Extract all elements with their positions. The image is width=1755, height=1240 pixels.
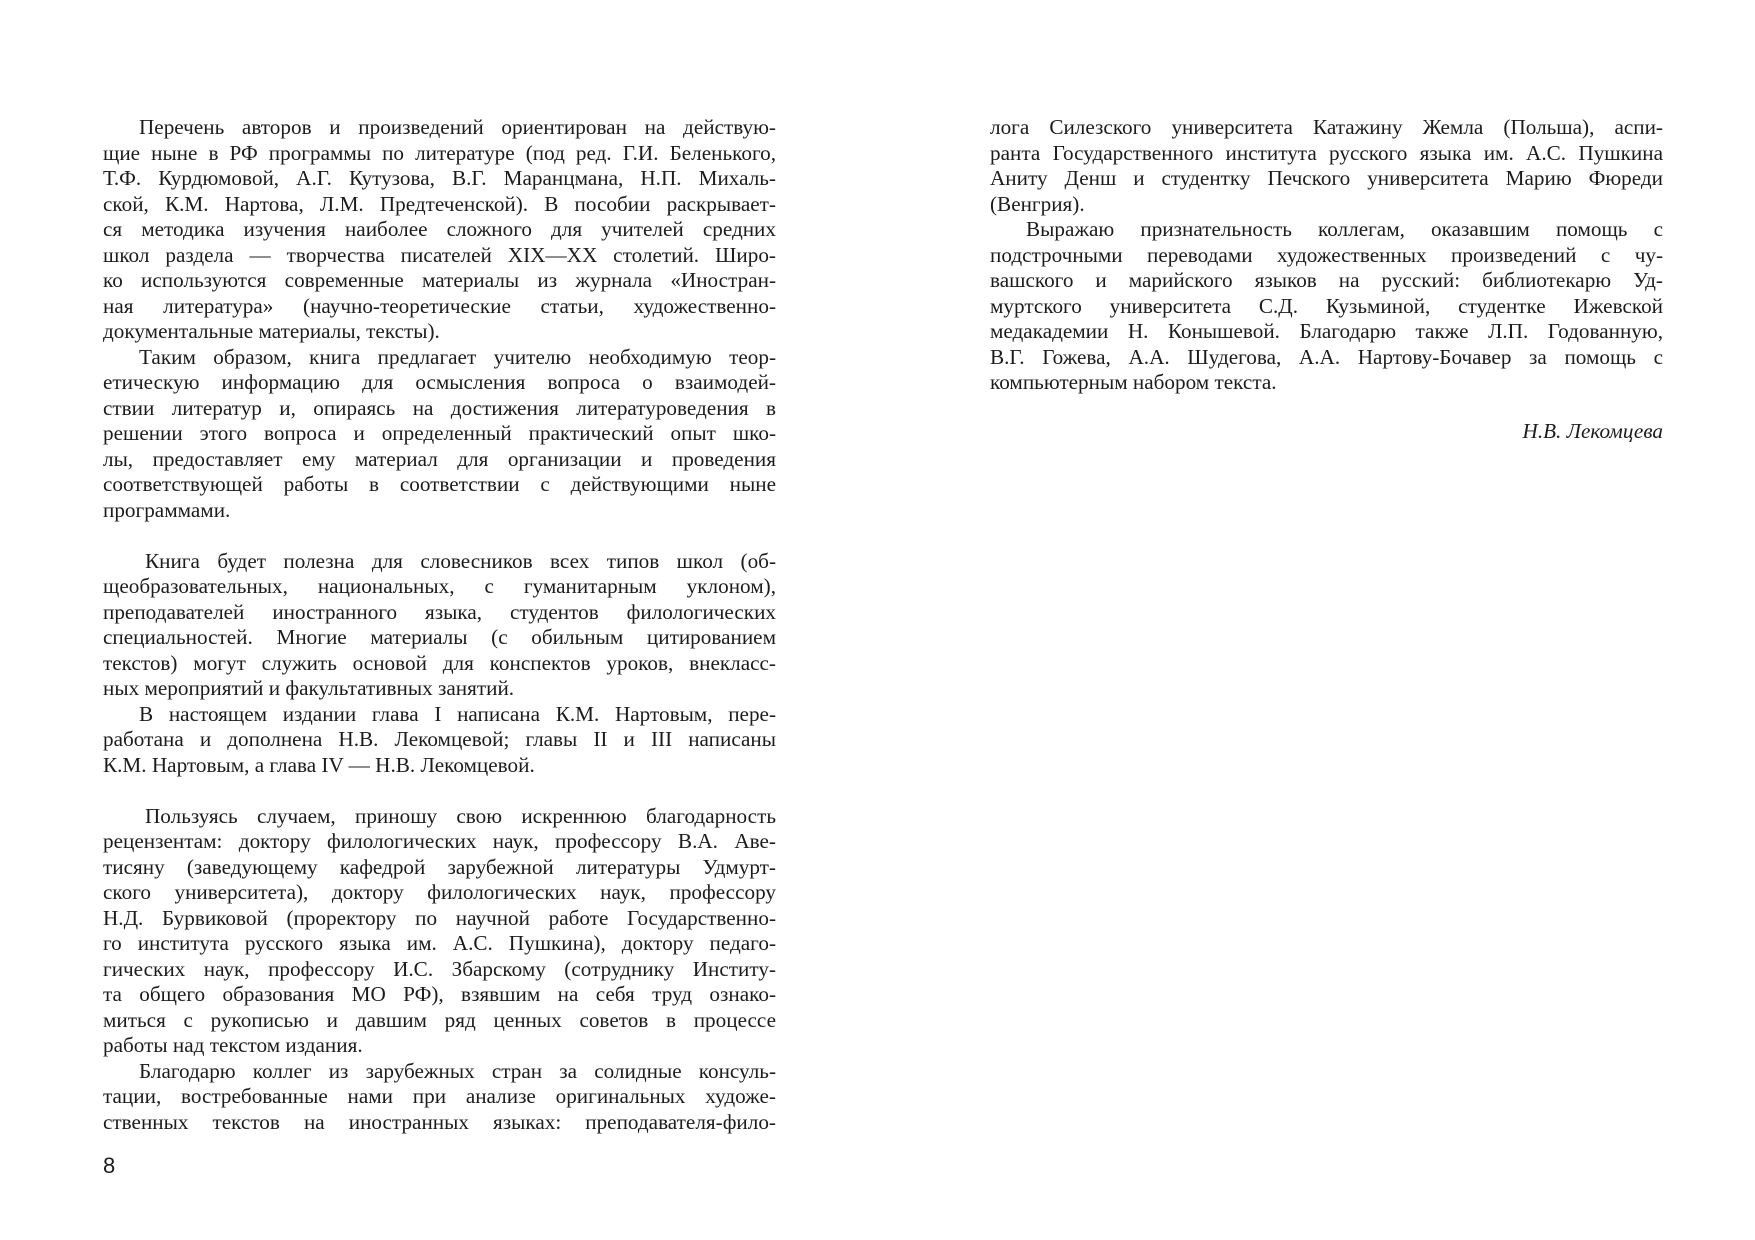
paragraph-reviewers bbox=[103, 804, 776, 1059]
text-line: щеобразовательных, национальных, с гуманитарным уклоном), bbox=[103, 574, 776, 598]
text-line: работана и дополнена Н.В. Лекомцевой; главы II и III написаны bbox=[103, 727, 776, 751]
text-line: муртского университета С.Д. Кузьминой, студентке Ижевской bbox=[990, 293, 1663, 318]
left-column bbox=[103, 115, 776, 1135]
text-line: ко используются современные материалы из журнала «Иностран- bbox=[103, 268, 776, 292]
text-line: работы над текстом издания. bbox=[103, 1033, 363, 1057]
text-line: Книга будет полезна для словесников всех типов школ (об- bbox=[145, 548, 776, 573]
text-line: В настоящем издании глава I написана К.М. Нартовым, пере- bbox=[139, 701, 776, 726]
author-signature: Н.В. Лекомцева bbox=[1522, 419, 1663, 443]
text-line: Выражаю признательность коллегам, оказавшим помощь с bbox=[1026, 217, 1663, 241]
text-line: ского университета), доктору филологических наук, профессору bbox=[103, 880, 776, 904]
text-line: рецензентам: доктору филологических наук, профессору В.А. Аве- bbox=[103, 829, 776, 853]
text-line: (Венгрия). bbox=[990, 191, 1085, 216]
text-line: К.М. Нартовым, а глава IV — Н.В. Лекомцевой. bbox=[103, 752, 535, 777]
text-line: медакадемии Н. Конышевой. Благодарю также Л.П. Годованную, bbox=[990, 319, 1663, 343]
paragraph-gap bbox=[103, 778, 776, 804]
right-column bbox=[990, 115, 1663, 396]
text-line: ных мероприятий и факультативных занятий. bbox=[103, 676, 515, 700]
text-line: подстрочными переводами художественных произведений с чу- bbox=[990, 242, 1663, 267]
text-line: щие ныне в РФ программы по литературе (под ред. Г.И. Беленького, bbox=[103, 140, 776, 165]
paragraph-translation-thanks bbox=[990, 217, 1663, 396]
text-line: компьютерным набором текста. bbox=[990, 370, 1277, 394]
text-line: школ раздела — творчества писателей XIX—XX столетий. Широ- bbox=[103, 242, 776, 267]
text-line: тисяну (заведующему кафедрой зарубежной литературы Удмурт- bbox=[103, 854, 776, 879]
paragraph-chapters bbox=[103, 702, 776, 779]
text-line: В.Г. Гожева, А.А. Шудегова, А.А. Нартову-Бочавер за помощь с bbox=[990, 344, 1663, 369]
paragraph-audience bbox=[103, 549, 776, 702]
text-line: вашского и марийского языков на русский: библиотекарю Уд- bbox=[990, 268, 1663, 292]
text-line: Н.Д. Бурвиковой (проректору по научной работе Государственно- bbox=[103, 905, 776, 930]
paragraph-foreign-colleagues bbox=[103, 1059, 776, 1136]
text-line: тации, востребованные нами при анализе оригинальных художе- bbox=[103, 1084, 776, 1108]
paragraph-author-list bbox=[103, 115, 776, 345]
text-line: гических наук, профессору И.С. Збарскому (сотруднику Институ- bbox=[103, 956, 776, 981]
text-line: Пользуясь случаем, приношу свою искреннюю благодарность bbox=[145, 803, 776, 828]
text-line: Т.Ф. Курдюмовой, А.Г. Кутузова, В.Г. Маранцмана, Н.П. Михаль- bbox=[103, 166, 776, 190]
page-number: 8 bbox=[103, 1153, 116, 1178]
text-line: лога Силезского университета Катажину Жемла (Польша), аспи- bbox=[990, 115, 1663, 139]
text-line: преподавателей иностранного языка, студентов филологических bbox=[103, 599, 776, 624]
paragraph-book-purpose bbox=[103, 345, 776, 524]
text-line: та общего образования МО РФ), взявшим на себя труд ознако- bbox=[103, 982, 776, 1006]
text-line: решении этого вопроса и определенный практический опыт шко- bbox=[103, 421, 776, 445]
text-line: Благодарю коллег из зарубежных стран за солидные консуль- bbox=[139, 1058, 776, 1083]
text-line: текстов) могут служить основой для конспектов уроков, внекласс- bbox=[103, 650, 776, 675]
text-line: ранта Государственного института русского языка им. А.С. Пушкина bbox=[990, 140, 1663, 165]
text-line: Таким образом, книга предлагает учителю необходимую теор- bbox=[139, 344, 776, 369]
paragraph-gap bbox=[103, 523, 776, 549]
text-line: миться с рукописью и давшим ряд ценных советов в процессе bbox=[103, 1007, 776, 1032]
text-line: ствии литератур и, опираясь на достижения литературоведения в bbox=[103, 395, 776, 420]
text-line: специальностей. Многие материалы (с обильным цитированием bbox=[103, 625, 776, 649]
text-line: программами. bbox=[103, 497, 231, 522]
text-line: документальные материалы, тексты). bbox=[103, 319, 440, 343]
text-line: ской, К.М. Нартова, Л.М. Предтеченской). В пособии раскрывает- bbox=[103, 191, 776, 216]
text-line: ная литература» (научно-теоретические статьи, художественно- bbox=[103, 293, 776, 318]
paragraph-foreign-colleagues-continued bbox=[990, 115, 1663, 217]
text-line: ся методика изучения наиболее сложного для учителей средних bbox=[103, 217, 776, 241]
text-line: ственных текстов на иностранных языках: преподавателя-фило- bbox=[103, 1109, 776, 1134]
text-line: Перечень авторов и произведений ориентирован на действую- bbox=[139, 115, 776, 139]
text-line: лы, предоставляет ему материал для организации и проведения bbox=[103, 446, 776, 471]
text-line: Аниту Денш и студентку Печского университета Марию Фюреди bbox=[990, 166, 1663, 190]
text-line: соответствующей работы в соответствии с действующими ныне bbox=[103, 472, 776, 496]
text-line: го института русского языка им. А.С. Пушкина), доктору педаго- bbox=[103, 931, 776, 955]
text-line: етическую информацию для осмысления вопроса о взаимодей- bbox=[103, 370, 776, 394]
